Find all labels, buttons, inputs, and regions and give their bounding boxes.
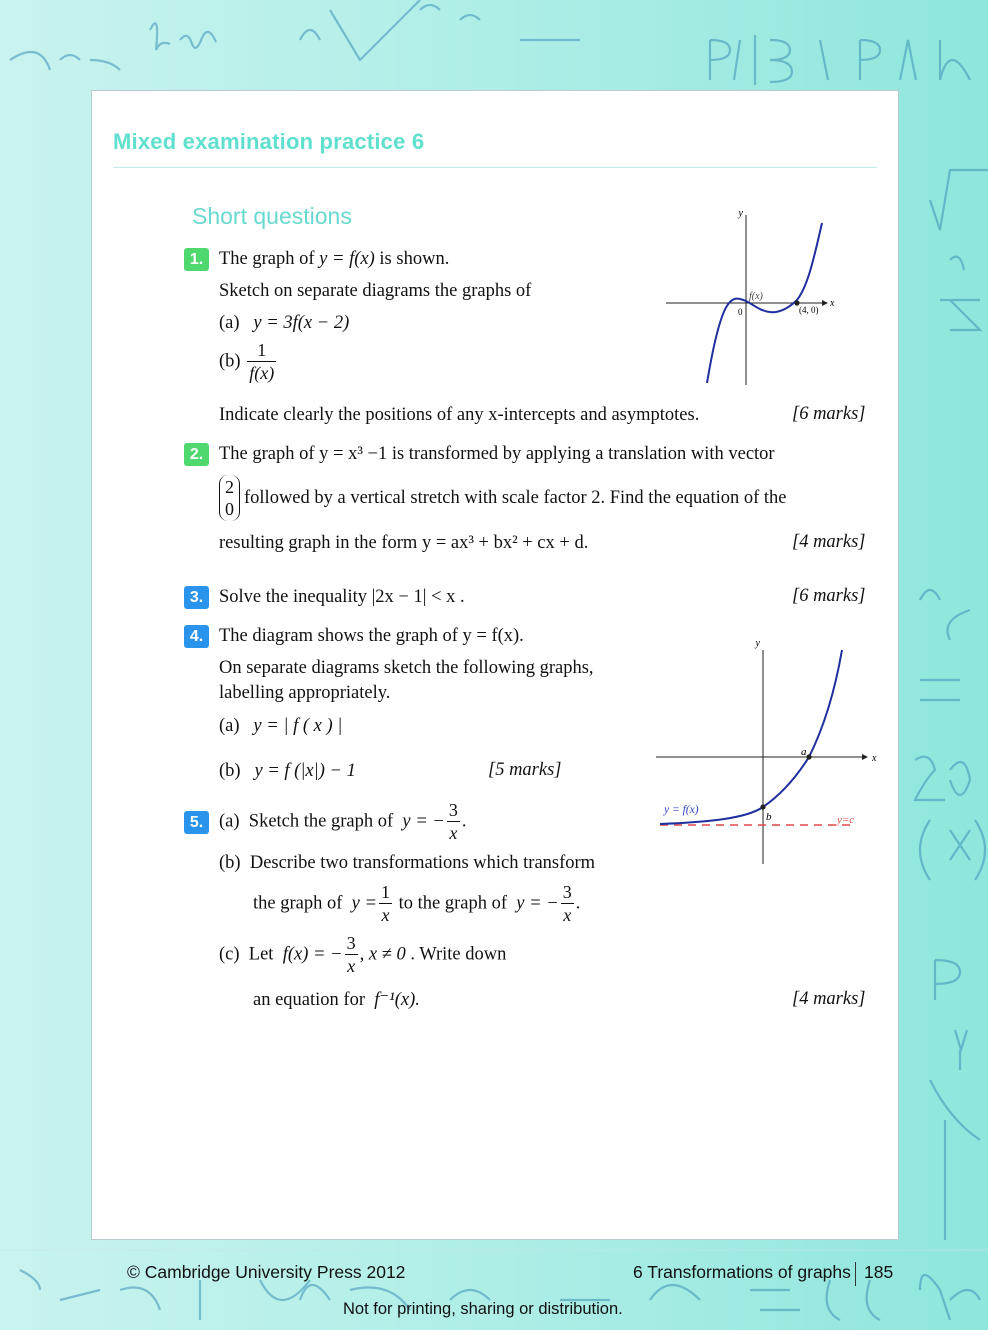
distribution-notice: Not for printing, sharing or distribution.: [343, 1300, 623, 1318]
q1-line2: Sketch on separate diagrams the graphs of: [219, 281, 532, 301]
q5-part-b-fraction1: [379, 883, 392, 924]
q4-exponential-graph: [652, 636, 892, 868]
q1-part-b-denominator: f(x): [249, 363, 275, 383]
subsection-title: Short questions: [192, 203, 352, 229]
q5-part-b-label: (b): [219, 853, 241, 873]
q1-marks: [6 marks]: [792, 404, 866, 424]
q4-b-label: b: [766, 811, 772, 823]
q1-intro-text-b: is shown.: [374, 249, 450, 269]
q5-part-a-denominator: x: [447, 821, 460, 842]
q5-part-c-lhs: f(x) = −: [282, 944, 343, 965]
q5-part-c-line2-text: an equation for: [253, 990, 365, 1010]
q4-marks: [5 marks]: [488, 760, 562, 780]
q4-line3: labelling appropriately.: [219, 683, 391, 703]
q5-part-a-label: (a): [219, 811, 240, 832]
q1-part-b-numerator: 1: [257, 340, 267, 360]
q4-y-intercept-point: [760, 804, 765, 809]
q4-part-a-expr: y = | f ( x ) |: [253, 716, 343, 736]
q2-line3: resulting graph in the form y = ax³ + bx² + cx + d.: [219, 533, 589, 553]
q2-vector-bottom: 0: [225, 499, 234, 519]
q5-part-c-line2: [253, 989, 420, 1011]
question-number-3: 3.: [184, 586, 209, 609]
q3-line1: Solve the inequality |2x − 1| < x .: [219, 587, 465, 607]
q5-part-c-text: Let: [248, 944, 274, 965]
q5-part-b-text: Describe two transformations which transform: [249, 853, 596, 873]
q5-part-b-mid: to the graph of: [398, 893, 507, 914]
q2-line2-wrap: [219, 475, 787, 521]
q5-part-a-text: Sketch the graph of: [248, 811, 394, 832]
q1-intro-text-a: The graph of: [219, 249, 320, 269]
q4-part-b-expr: y = f (|x|) − 1: [254, 761, 356, 781]
q1-curve-label: f(x): [749, 291, 763, 302]
q5-part-c-fraction: [345, 934, 358, 975]
q4-line1: The diagram shows the graph of y = f(x).: [219, 626, 524, 646]
question-number-4: 4.: [184, 625, 209, 648]
q2-marks: [4 marks]: [792, 532, 866, 552]
q4-part-a: [219, 715, 342, 737]
q4-x-axis-arrow: [862, 754, 868, 760]
q1-intro-math: y = f(x): [319, 249, 375, 269]
question-number-5: 5.: [184, 811, 209, 834]
q5-part-a-numerator: 3: [448, 800, 458, 820]
q1-part-b-fraction: [247, 341, 276, 382]
q5-part-c-condition: , x ≠ 0: [359, 944, 406, 965]
q5-part-c: [219, 934, 506, 975]
q1-instruction: Indicate clearly the positions of any x-intercepts and asymptotes.: [219, 405, 700, 425]
q5-part-c-inverse: f⁻¹(x).: [374, 990, 420, 1010]
exercise-panel: [91, 90, 899, 1240]
q2-translation-vector: [219, 475, 240, 521]
q4-asymptote-label: y=c: [837, 814, 855, 826]
q5-part-a-fraction: [447, 801, 460, 842]
q1-y-label: y: [738, 208, 743, 219]
q5-part-b-numerator2: 3: [562, 882, 572, 902]
section-title: Mixed examination practice 6: [113, 129, 425, 154]
q5-part-b-line2: [253, 883, 580, 924]
q3-marks: [6 marks]: [792, 586, 866, 606]
q5-marks: [4 marks]: [792, 989, 866, 1009]
q5-part-c-denominator: x: [345, 954, 358, 975]
q1-part-a-expr: y = 3f(x − 2): [253, 313, 350, 333]
question-number-1: 1.: [184, 248, 209, 271]
q5-part-b-lhs2: y = −: [516, 893, 559, 914]
q4-curve-label: y = f(x): [664, 804, 699, 816]
q1-origin-label: 0: [738, 307, 743, 317]
q4-part-b: [219, 760, 356, 782]
q1-x-label: x: [830, 298, 835, 309]
q2-line1: The graph of y = x³ −1 is transformed by applying a translation with vector: [219, 444, 775, 464]
q1-cubic-graph: [662, 203, 842, 388]
q1-part-b-label: (b): [219, 351, 241, 372]
q4-curve: [660, 650, 842, 824]
q4-a-label: a: [801, 746, 807, 758]
q4-part-a-label: (a): [219, 716, 240, 736]
question-number-2: 2.: [184, 443, 209, 466]
footer-divider: [855, 1262, 856, 1286]
q5-part-b-denominator1: x: [379, 903, 392, 924]
q5-part-c-label: (c): [219, 944, 240, 965]
q5-part-b-line2-text: the graph of: [253, 893, 343, 914]
q5-part-b: [219, 852, 595, 874]
q5-part-b-end: .: [575, 893, 581, 914]
chapter-title: 6 Transformations of graphs: [633, 1262, 851, 1282]
q4-x-intercept-point: [806, 754, 811, 759]
q5-part-b-fraction2: [561, 883, 574, 924]
q5-part-b-numerator1: 1: [380, 882, 390, 902]
q5-part-a-end: .: [461, 811, 467, 832]
q4-part-b-label: (b): [219, 761, 241, 781]
q4-line2: On separate diagrams sketch the following graphs,: [219, 658, 594, 678]
q1-intro: [219, 248, 449, 270]
q4-x-label: x: [872, 753, 877, 764]
q5-part-a-lhs: y = −: [402, 811, 445, 832]
q2-line2: followed by a vertical stretch with scale factor 2. Find the equation of the: [244, 488, 787, 508]
copyright-text: © Cambridge University Press 2012: [127, 1262, 406, 1282]
q5-part-c-numerator: 3: [346, 933, 356, 953]
page-number: 185: [864, 1262, 894, 1282]
q1-part-a: [219, 312, 349, 334]
q5-part-a: [219, 801, 466, 842]
q5-part-b-lhs1: y =: [351, 893, 377, 914]
q1-point-label: (4, 0): [799, 305, 819, 315]
q5-part-c-rest: . Write down: [410, 944, 507, 965]
title-divider: [113, 167, 877, 168]
q5-part-b-denominator2: x: [561, 903, 574, 924]
q1-part-a-label: (a): [219, 313, 240, 333]
q1-part-b: [219, 341, 278, 382]
q1-x-axis-arrow: [822, 300, 828, 306]
q2-vector-top: 2: [225, 477, 234, 497]
q4-y-label: y: [755, 638, 760, 649]
